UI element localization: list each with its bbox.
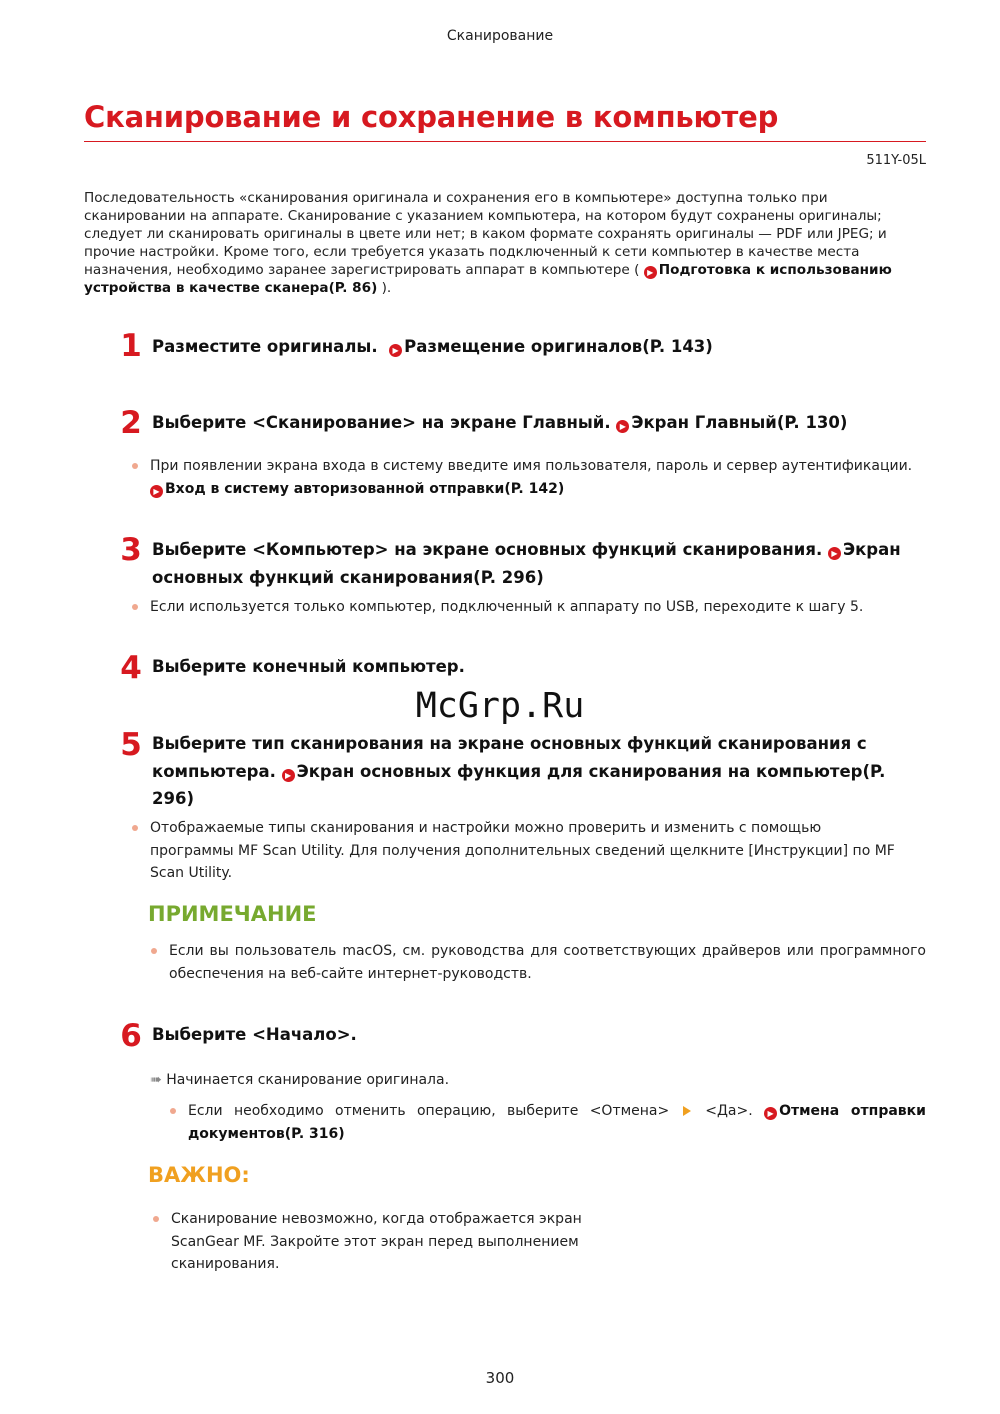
step-number: 3 bbox=[120, 532, 142, 568]
bullet-dot-icon bbox=[153, 1216, 159, 1222]
step-number: 1 bbox=[120, 328, 142, 364]
step-5-bullet bbox=[132, 817, 904, 885]
bullet-text: Отображаемые типы сканирования и настройки можно проверить и изменить с помощью программы MF Scan Utility. Для получения дополнительных сведений щелкните [Инструкции] по MF Scan Utility. bbox=[150, 820, 895, 881]
step-6 bbox=[152, 1021, 927, 1049]
step-5 bbox=[152, 730, 927, 813]
link-arrow-icon: ▶ bbox=[764, 1107, 777, 1120]
result-line bbox=[150, 1072, 449, 1088]
note-title: ПРИМЕЧАНИЕ bbox=[148, 902, 317, 926]
step-link-label: Экран основных функция для сканирования на компьютер(P. 296) bbox=[152, 761, 886, 808]
important-bullet bbox=[153, 1208, 593, 1276]
bullet-link-label: Вход в систему авторизованной отправки(P. 142) bbox=[165, 480, 565, 497]
step-text: Разместите оригиналы. bbox=[152, 337, 378, 356]
step-number: 2 bbox=[120, 405, 142, 441]
step-1 bbox=[152, 333, 927, 361]
important-text: Сканирование невозможно, когда отображается экран ScanGear MF. Закройте этот экран перед выполнением сканирования. bbox=[171, 1211, 582, 1272]
intro-end: ). bbox=[381, 280, 392, 296]
note-text: Если вы пользователь macOS, см. руководства для соответствующих драйверов или программного обеспечения на веб-сайте интернет-руководств. bbox=[169, 943, 926, 982]
bullet-text-yes: <Да>. bbox=[705, 1103, 753, 1119]
link-arrow-icon: ▶ bbox=[616, 420, 629, 433]
bullet-dot-icon bbox=[151, 948, 157, 954]
step-2 bbox=[152, 409, 927, 437]
link-arrow-icon: ▶ bbox=[389, 344, 402, 357]
step-link-label: Размещение оригиналов(P. 143) bbox=[404, 337, 713, 356]
step-text: Выберите <Начало>. bbox=[152, 1025, 357, 1044]
bullet-dot-icon bbox=[170, 1108, 176, 1114]
step-link[interactable] bbox=[389, 337, 713, 356]
next-arrow-icon bbox=[683, 1106, 691, 1116]
title-divider bbox=[84, 141, 926, 142]
step-number: 5 bbox=[120, 727, 142, 763]
link-arrow-icon: ▶ bbox=[644, 266, 657, 279]
bullet-link-label: Отмена отправки документов(P. 316) bbox=[188, 1103, 926, 1142]
step-number: 4 bbox=[120, 650, 142, 686]
bullet-link[interactable] bbox=[150, 481, 564, 497]
bullet-text: При появлении экрана входа в систему введите имя пользователя, пароль и сервер аутентификации. bbox=[150, 458, 913, 474]
step-3-bullet bbox=[132, 596, 922, 619]
step-text: Выберите <Компьютер> на экране основных функций сканирования. bbox=[152, 540, 823, 559]
bullet-text: Если необходимо отменить операцию, выберите <Отмена> bbox=[188, 1103, 670, 1119]
step-text: Выберите <Сканирование> на экране Главный. bbox=[152, 413, 611, 432]
page-number: 300 bbox=[485, 1369, 515, 1387]
result-text: Начинается сканирование оригинала. bbox=[166, 1072, 450, 1088]
link-arrow-icon: ▶ bbox=[282, 769, 295, 782]
running-header: Сканирование bbox=[446, 28, 554, 44]
step-text: Выберите конечный компьютер. bbox=[152, 657, 465, 676]
step-link[interactable] bbox=[616, 413, 847, 432]
step-2-bullet bbox=[132, 455, 922, 500]
bullet-dot-icon bbox=[132, 463, 138, 469]
result-bullet bbox=[170, 1100, 926, 1145]
step-3 bbox=[152, 536, 927, 591]
bullet-text: Если используется только компьютер, подключенный к аппарату по USB, переходите к шагу 5. bbox=[150, 599, 864, 615]
step-number: 6 bbox=[120, 1018, 142, 1054]
intro-paragraph bbox=[84, 189, 926, 297]
document-id: 511Y-05L bbox=[866, 153, 926, 168]
page-title: Сканирование и сохранение в компьютер bbox=[84, 100, 779, 134]
step-link-label: Экран Главный(P. 130) bbox=[631, 413, 848, 432]
result-arrow-icon: ➠ bbox=[150, 1072, 162, 1088]
bullet-dot-icon bbox=[132, 825, 138, 831]
intro-link-label: Подготовка к использованию устройства в качестве сканера(P. 86) bbox=[84, 262, 892, 296]
intro-text: Последовательность «сканирования оригинала и сохранения его в компьютере» доступна только при сканировании на аппарате. Сканирование с указанием компьютера, на котором будут сохранены оригиналы; следует ли сканировать оригиналы в цвете или нет; в каком формате сохранять оригиналы — PDF или JPEG; и прочие настройки. Кроме того, если требуется указать подключенный к сети компьютер в качестве места назначения, необходимо заранее зарегистрировать аппарат в компьютере ( bbox=[84, 190, 887, 278]
bullet-dot-icon bbox=[132, 604, 138, 610]
important-title: ВАЖНО: bbox=[148, 1163, 250, 1187]
link-arrow-icon: ▶ bbox=[828, 547, 841, 560]
watermark: McGrp.Ru bbox=[415, 686, 585, 726]
step-4 bbox=[152, 653, 927, 681]
step-text: Выберите тип сканирования на экране основных функций сканирования с компьютера. bbox=[152, 734, 867, 781]
note-bullet bbox=[151, 940, 926, 985]
link-arrow-icon: ▶ bbox=[150, 485, 163, 498]
step-link-label: Экран основных функций сканирования(P. 296) bbox=[152, 540, 901, 587]
